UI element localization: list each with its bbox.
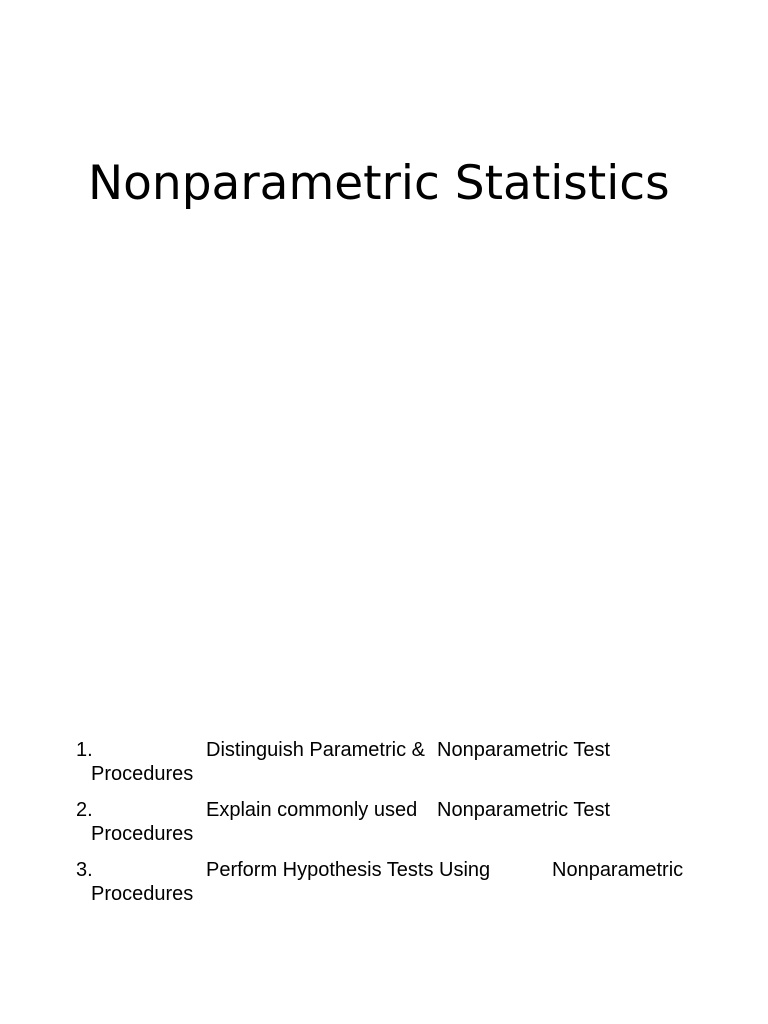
objective-text: Perform Hypothesis Tests Using bbox=[206, 859, 491, 881]
objective-number: 3. bbox=[76, 859, 93, 881]
objective-text: Explain commonly used bbox=[206, 799, 418, 821]
objective-number: 1. bbox=[76, 739, 93, 761]
objective-text-tail: Nonparametric Test bbox=[437, 739, 611, 761]
objective-text: Distinguish Parametric & bbox=[206, 739, 425, 761]
objective-continuation: Procedures bbox=[91, 763, 194, 785]
objective-item-2 bbox=[76, 798, 716, 846]
objective-item-3 bbox=[76, 858, 716, 906]
document-title: Nonparametric Statistics bbox=[88, 156, 670, 211]
objective-continuation: Procedures bbox=[91, 823, 194, 845]
objective-number: 2. bbox=[76, 799, 93, 821]
objective-text-tail: Nonparametric Test bbox=[437, 799, 611, 821]
objectives-list bbox=[76, 738, 716, 918]
objective-continuation: Procedures bbox=[91, 883, 194, 905]
objective-text-tail: Nonparametric bbox=[552, 859, 684, 881]
objective-item-1 bbox=[76, 738, 716, 786]
